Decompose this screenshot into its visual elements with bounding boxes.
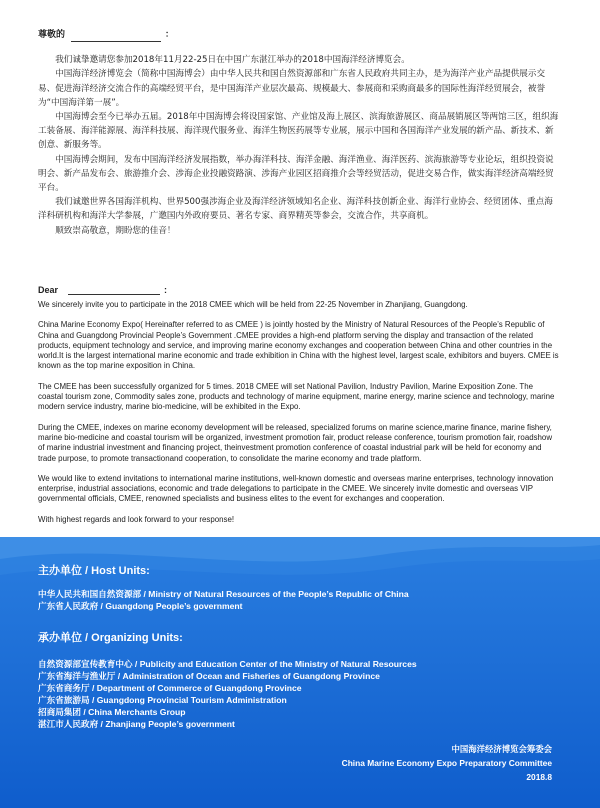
organizing-unit: 广东省商务厅 / Department of Commerce of Guangdong Province xyxy=(38,683,302,693)
english-paragraph: China Marine Economy Expo( Hereinafter referred to as CMEE ) is jointly hosted by the Ministry of Natural Resources of the People’s Republic of China and Guangdong Provincial People’s Government .CMEE provides a high-end platform serving the display and transaction of the related products, equipment technology and service, and improving marine economy exchanges and cooperation between China and other countries in the world.It is the largest international marine economic and trade exhibition in China with the highest level, largest scale, exhibitors and buyers. CMEE is known as the top marine exposition in China. xyxy=(38,320,559,371)
english-colon: : xyxy=(164,284,168,295)
english-paragraph: We sincerely invite you to participate in the 2018 CMEE which will be held from 22-25 November in Zhanjiang, Guangdong. xyxy=(38,300,468,309)
organizers-footer xyxy=(0,537,600,808)
organizing-units-list xyxy=(38,658,417,730)
host-unit: 广东省人民政府 / Guangdong People’s government xyxy=(38,601,243,611)
host-unit: 中华人民共和国自然资源部 / Ministry of Natural Resources of the People’s Republic of China xyxy=(38,589,409,599)
chinese-colon: ： xyxy=(165,30,175,40)
organizing-unit: 自然资源部宣传教育中心 / Publicity and Education Center of the Ministry of Natural Resources xyxy=(38,659,417,669)
organizing-unit: 广东省旅游局 / Guangdong Provincial Tourism Administration xyxy=(38,695,287,705)
english-salutation: Dear xyxy=(38,284,59,295)
english-salutation-line xyxy=(38,282,560,295)
chinese-paragraph: 中国海博会期间，发布中国海洋经济发展指数，举办海洋科技、海洋金融、海洋渔业、海洋医药、滨海旅游等专业论坛，组织投资说明会、新产品发布会、旅游推介会、涉海企业投融资路演、涉海产业园区招商推介会等经贸活动，促进交易合作，做实海洋经济高端经贸平台。 xyxy=(38,154,554,194)
organizing-unit: 湛江市人民政府 / Zhanjiang People’s government xyxy=(38,719,235,729)
english-paragraph: The CMEE has been successfully organized for 5 times. 2018 CMEE will set National Pavilion, Industry Pavilion, Marine Exposition Zone. The coastal tourism zone, Commodity sales zone, products and technology of marine equipment, marine energy, marine science and technology, marine modern service industry, marine bio-medicine, will be exhibited in the Expo. xyxy=(38,381,555,412)
committee-name-en: China Marine Economy Expo Preparatory Committee xyxy=(341,758,552,768)
host-units-title: 主办单位 / Host Units: xyxy=(38,565,150,577)
organizing-unit: 招商局集团 / China Merchants Group xyxy=(38,707,186,717)
chinese-recipient-blank xyxy=(71,29,161,42)
organizing-unit: 广东省海洋与渔业厅 / Administration of Ocean and Fisheries of Guangdong Province xyxy=(38,671,380,681)
chinese-paragraph: 我们诚挚邀请您参加2018年11月22-25日在中国广东湛江举办的2018中国海洋经济博览会。 xyxy=(55,55,410,66)
english-paragraph: We would like to extend invitations to international marine institutions, well-known domestic and overseas marine enterprises, technology innovation enterprise, industrial associations, economic and trade delegations to participate in the CMEE. We sincerely invite domestic and overseas VIP governmental officials, CMEE, renowned specialists and business elites to the event for exchanges and cooperation. xyxy=(38,473,554,504)
english-letter xyxy=(38,282,560,535)
signature-date: 2018.8 xyxy=(526,772,552,782)
chinese-salutation-line xyxy=(38,28,560,42)
committee-name-zh: 中国海洋经济博览会筹委会 xyxy=(451,744,552,754)
chinese-closing: 顺致崇高敬意，期盼您的佳音！ xyxy=(55,225,176,236)
chinese-paragraph: 我们诚邀世界各国海洋机构、世界500强涉海企业及海洋经济领域知名企业、海洋科技创新企业、海洋行业协会、经贸团体、重点海洋科研机构和海洋大学参展，广邀国内外政府要员、著名专家、商界精英等参会，交流合作，共享商机。 xyxy=(38,197,553,222)
chinese-paragraph: 中国海洋经济博览会（简称中国海博会）由中华人民共和国自然资源部和广东省人民政府共同主办，是为海洋产业产品提供展示交易、促进海洋经济交流合作的高端经贸平台，是中国海洋产业层次最高、规模最大、参展商和采购商最多的国际性海洋经贸展会，被誉为“中国海洋第一展”。 xyxy=(38,69,546,108)
chinese-paragraph: 中国海博会至今已举办五届。2018年中国海博会将设国家馆、产业馆及海上展区、滨海旅游展区、商品展销展区等两馆三区，组织海工装备展、海洋能源展、海洋科技展、海洋现代服务业、海洋生物医药展等专业展，展示中国和各国海洋产业发展的新产品、新技术、新创意、新服务等。 xyxy=(38,112,559,151)
english-paragraph: During the CMEE, indexes on marine economy development will be released, specialized forums on marine science,marine finance, marine fishery, marine bio-medicine and coastal tourism will be organized, investment promotion fair, product release conference, tourism promotion fair, roadshow of marine industrial investment and financing project, theinvestment promotion conference of coastal industrial park will be held for economy and trade purpose, to promote transactionand cooperation, to consolidate the marine economy and trade platform. xyxy=(38,422,553,463)
english-recipient-blank xyxy=(68,282,160,295)
organizing-units-title: 承办单位 / Organizing Units: xyxy=(38,632,183,644)
host-units-list xyxy=(38,588,409,612)
committee-signature xyxy=(342,742,552,784)
english-closing: With highest regards and look forward to your response! xyxy=(38,514,235,524)
chinese-salutation: 尊敬的 xyxy=(38,30,66,40)
chinese-letter xyxy=(38,28,560,238)
